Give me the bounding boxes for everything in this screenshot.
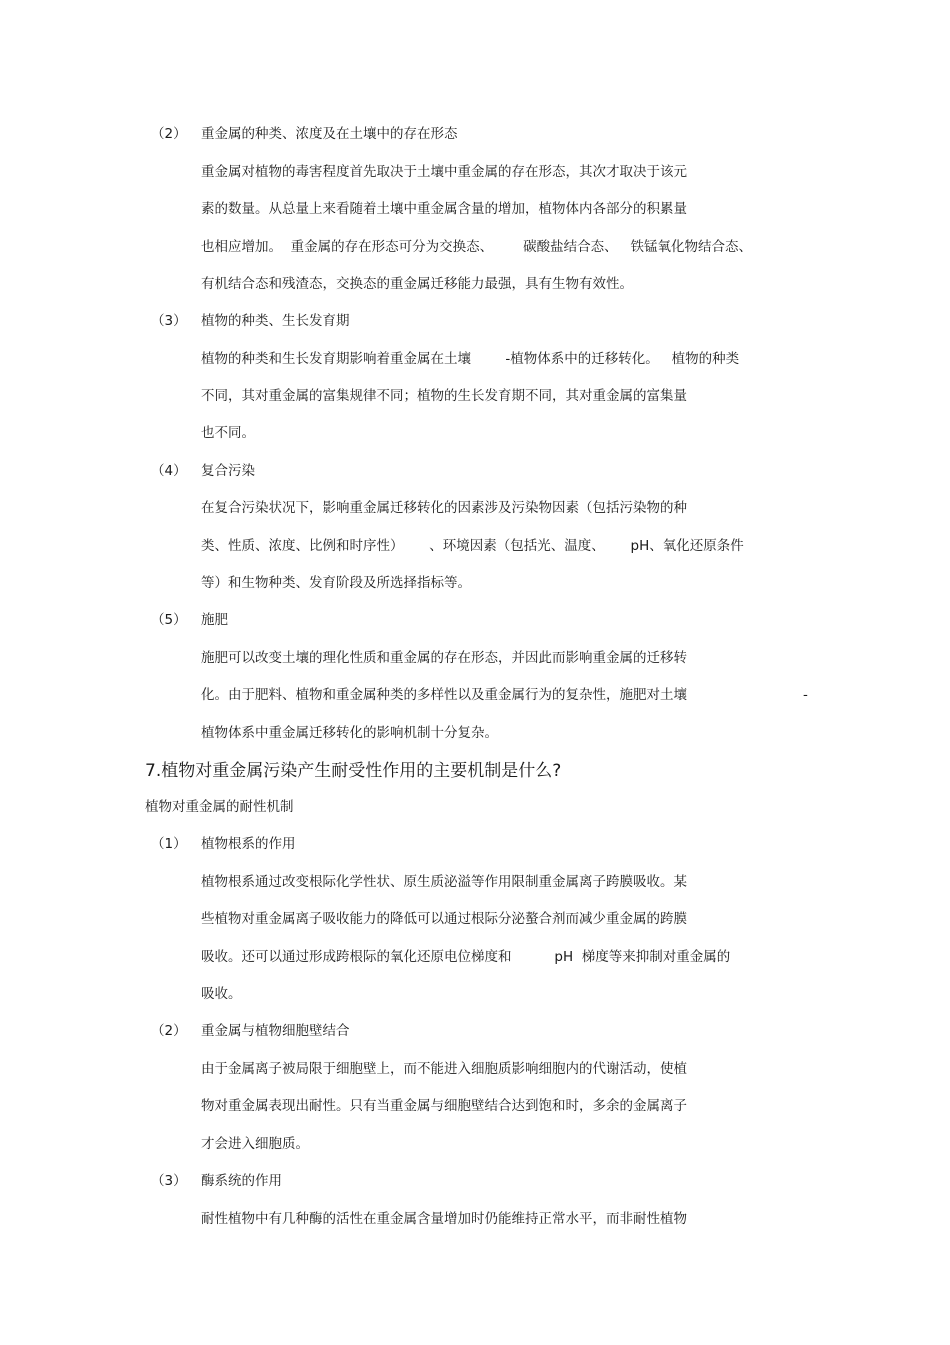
item-heading: 重金属的种类、浓度及在土壤中的存在形态 <box>201 126 458 142</box>
item-number: （4） <box>151 463 187 479</box>
paragraph-line: 类、性质、浓度、比例和时序性） 、环境因素（包括光、温度、 pH、氧化还原条件 <box>201 538 744 554</box>
paragraph-line: 也相应增加。 重金属的存在形态可分为交换态、 碳酸盐结合态、 铁锰氧化物结合态、 <box>201 239 752 255</box>
paragraph-line: 重金属对植物的毒害程度首先取决于土壤中重金属的存在形态，其次才取决于该元 <box>201 164 687 180</box>
item-heading: 植物的种类、生长发育期 <box>201 313 350 329</box>
item-heading: 植物根系的作用 <box>201 836 296 852</box>
paragraph-line: 施肥可以改变土壤的理化性质和重金属的存在形态，并因此而影响重金属的迁移转 <box>201 650 687 666</box>
paragraph-line: 化。由于肥料、植物和重金属种类的多样性以及重金属行为的复杂性，施肥对土壤 <box>201 687 687 703</box>
item-number: （5） <box>151 612 187 628</box>
paragraph-line: 素的数量。从总量上来看随着土壤中重金属含量的增加，植物体内各部分的积累量 <box>201 201 687 217</box>
trailing-dash: - <box>803 687 808 703</box>
item-heading: 酶系统的作用 <box>201 1173 282 1189</box>
paragraph-line: 吸收。 <box>201 986 242 1002</box>
paragraph-line: 有机结合态和残渣态，交换态的重金属迁移能力最强，具有生物有效性。 <box>201 276 633 292</box>
paragraph-line: 等）和生物种类、发育阶段及所选择指标等。 <box>201 575 471 591</box>
item-heading: 重金属与植物细胞壁结合 <box>201 1023 350 1039</box>
paragraph-line: 由于金属离子被局限于细胞壁上，而不能进入细胞质影响细胞内的代谢活动，使植 <box>201 1061 687 1077</box>
question-title: 7.植物对重金属污染产生耐受性作用的主要机制是什么? <box>145 761 562 781</box>
paragraph-line: 才会进入细胞质。 <box>201 1136 309 1152</box>
item-number: （3） <box>151 313 187 329</box>
paragraph-line: 物对重金属表现出耐性。只有当重金属与细胞壁结合达到饱和时，多余的金属离子 <box>201 1098 687 1114</box>
item-number: （2） <box>151 1023 187 1039</box>
item-heading: 施肥 <box>201 612 228 628</box>
item-number: （1） <box>151 836 187 852</box>
item-number: （3） <box>151 1173 187 1189</box>
item-heading: 复合污染 <box>201 463 255 479</box>
paragraph-line: 在复合污染状况下，影响重金属迁移转化的因素涉及污染物因素（包括污染物的种 <box>201 500 687 516</box>
paragraph-line: 植物的种类和生长发育期影响着重金属在土壤 -植物体系中的迁移转化。 植物的种类 <box>201 351 740 367</box>
item-number: （2） <box>151 126 187 142</box>
paragraph-line: 不同，其对重金属的富集规律不同；植物的生长发育期不同，其对重金属的富集量 <box>201 388 687 404</box>
paragraph-line: 耐性植物中有几种酶的活性在重金属含量增加时仍能维持正常水平，而非耐性植物 <box>201 1211 687 1227</box>
paragraph-line: 吸收。还可以通过形成跨根际的氧化还原电位梯度和 pH 梯度等来抑制对重金属的 <box>201 949 731 965</box>
paragraph-line: 些植物对重金属离子吸收能力的降低可以通过根际分泌螯合剂而减少重金属的跨膜 <box>201 911 687 927</box>
question-subtitle: 植物对重金属的耐性机制 <box>145 799 294 815</box>
paragraph-line: 植物体系中重金属迁移转化的影响机制十分复杂。 <box>201 725 498 741</box>
paragraph-line: 植物根系通过改变根际化学性状、原生质泌溢等作用限制重金属离子跨膜吸收。某 <box>201 874 687 890</box>
paragraph-line: 也不同。 <box>201 425 255 441</box>
